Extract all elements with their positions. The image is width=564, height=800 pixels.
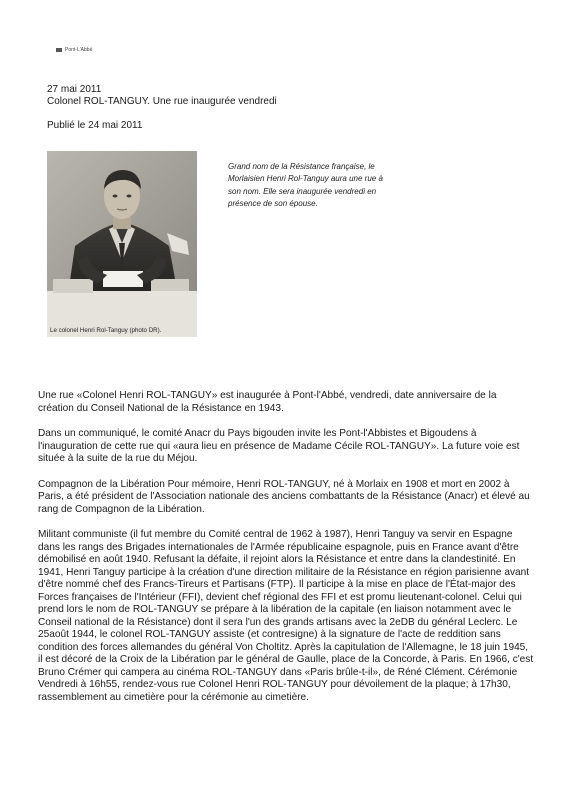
publication-date: Publié le 24 mai 2011: [47, 120, 143, 131]
logo-mark-icon: [56, 48, 62, 52]
body-paragraph: Dans un communiqué, le comité Anacr du Pays bigouden invite les Pont-l'Abbistes et Bigoudens à l'inauguration de cette rue qui «aura lieu en présence de Madame Cécile ROL-TANGUY». La future voie est située à la suite de la rue du Méjou.: [38, 428, 520, 464]
logo-text: Pont-L'Abbé: [65, 47, 93, 53]
portrait-illustration: [47, 151, 197, 337]
body-paragraph: Une rue «Colonel Henri ROL-TANGUY» est inaugurée à Pont-l'Abbé, vendredi, date anniversaire de la création du Conseil National de la Résistance en 1943.: [38, 390, 497, 414]
body-paragraph: Compagnon de la Libération Pour mémoire, Henri ROL-TANGUY, né à Morlaix en 1908 et mort en 2002 à Paris, a été président de l'Association nationale des anciens combattants de la Résistance (Anacr) et élevé au rang de Compagnon de la Libération.: [38, 478, 530, 515]
newspaper-logo: [56, 47, 92, 53]
photo-caption: Le colonel Henri Rol-Tanguy (photo DR).: [50, 327, 162, 334]
portrait-photo: [47, 151, 197, 337]
article-intro: Grand nom de la Résistance française, le Morlaisien Henri Rol-Tanguy aura une rue à son nom. Elle sera inaugurée vendredi en présence de son épouse.: [228, 162, 383, 208]
body-paragraph: Militant communiste (il fut membre du Comité central de 1962 à 1987), Henri Tanguy va servir en Espagne dans les rangs des Brigades internationales de l'Armée républicaine espagnole, puis en France avant d'être démobilisé en août 1940. Refusant la défaite, il rejoint alors la Résistance et entre dans la clandestinité. En 1941, Henri Tanguy participe à la création d'une direction militaire de la Résistance en région parisienne avant d'être nommé chef des Francs-Tireurs et Partisans (FTP). Il participe à la mise en place de l'État-major des Forces françaises de l'Intérieur (FFI), devient chef régional des FFI et est promu lieutenant-colonel. Celui qui prend lors le nom de ROL-TANGUY se prépare à la libération de la capitale (en liaison notamment avec le Conseil national de la Résistance) dont il sera l'un des grands artisans avec la 2eDB du général Leclerc. Le 25août 1944, le colonel ROL-TANGUY assiste (et contresigne) à la signature de l'acte de reddition sans condition des forces allemandes du général Von Choltitz. Après la capitulation de l'Allemagne, le 18 juin 1945, il est décoré de la Croix de la Libération par le général de Gaulle, place de la Concorde, à Paris. En 1966, c'est Bruno Crémer qui campera au cinéma ROL-TANGUY dans «Paris brûle-t-il», de Réné Clément. Cérémonie Vendredi à 16h55, rendez-vous rue Colonel Henri ROL-TANGUY pour dévoilement de la plaque; à 17h30, rassemblement au cimetière pour la cérémonie au cimetière.: [38, 529, 534, 703]
article-body: [38, 390, 534, 717]
article-headline: Colonel ROL-TANGUY. Une rue inaugurée vendredi: [47, 96, 277, 107]
article-date: 27 mai 2011: [47, 84, 102, 95]
